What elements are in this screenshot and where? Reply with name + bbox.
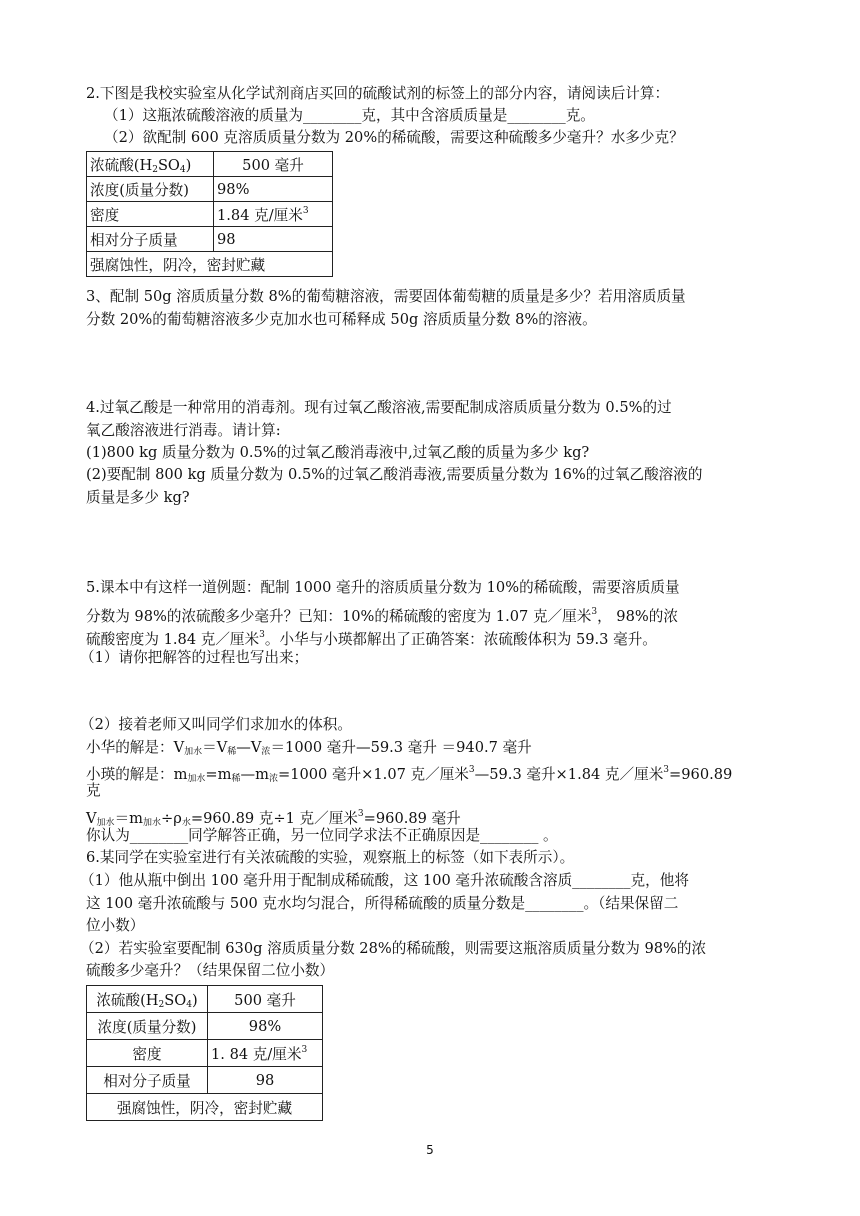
table-row [87, 152, 333, 177]
q3-line1: 3、配制 50g 溶质质量分数 8%的葡萄糖溶液，需要固体葡萄糖的质量是多少？若用溶质质量 [86, 288, 686, 305]
q4-line4: (2)要配制 800 kg 质量分数为 0.5%的过氧乙酸消毒液,需要质量分数为 16%的过氧乙酸溶液的 [86, 466, 703, 483]
q5-hua-solution: 小华的解是：$V_{加水}=V_稀—V_浓=1000$ 毫升—59.3 毫升 ＝940.7 毫升 [86, 739, 532, 757]
q6-part2-line2: 硫酸多少毫升？（结果保留二位小数） [86, 962, 335, 979]
q3-line2: 分数 20%的葡萄糖溶液多少克加水也可稀释成 50g 溶质质量分数 8%的溶液。 [86, 311, 597, 328]
table-row [87, 1040, 323, 1067]
table-cell: 1. 84 克/厘米$^3$ [208, 1040, 323, 1067]
table-cell: 98% [208, 1013, 323, 1040]
q5-volume-calc: $V_{加水}=m_{加水}\div\rho_水=960.89$ 克÷1 克／厘米$^3$=960.89 毫升 [86, 809, 461, 828]
table-cell: 1.84 克/厘米$^3$ [214, 202, 333, 227]
table-cell: 98 [208, 1067, 323, 1094]
table-cell: 相对分子质量 [87, 227, 214, 252]
q4-line1: 4.过氧乙酸是一种常用的消毒剂。现有过氧乙酸溶液,需要配制成溶质质量分数为 0.5%的过 [86, 399, 672, 416]
table-cell: 98% [214, 177, 333, 202]
table-cell: 500 毫升 [208, 986, 323, 1013]
table-row [87, 1013, 323, 1040]
q2-intro: 2.下图是我校实验室从化学试剂商店买回的硫酸试剂的标签上的部分内容，请阅读后计算： [86, 85, 670, 102]
page-number: 5 [426, 1143, 434, 1157]
q6-label-table [86, 985, 323, 1121]
table-cell: 强腐蚀性，阴冷，密封贮藏 [87, 1094, 323, 1121]
q5-part1: （1）请你把解答的过程也写出来； [80, 649, 309, 666]
q6-part2-line1: （2）若实验室要配制 630g 溶质质量分数 28%的稀硫酸，则需要这瓶溶质质量分数为 98%的浓 [80, 940, 707, 957]
q5-ying-solution: 小瑛的解是：$m_{加水}=m_稀—m_浓=1000$ 毫升×1.07 克／厘米$^3$—59.3 毫升×1.84 克／厘米$^3$=960.89 [86, 765, 733, 784]
q5-line2: 分数为 98%的浓硫酸多少毫升？已知：10%的稀硫酸的密度为 1.07 克／厘米$^3$， 98%的浓 [86, 607, 678, 625]
table-cell: 浓度(质量分数) [87, 177, 214, 202]
q5-line3: 硫酸密度为 1.84 克／厘米$^3$。小华与小瑛都解出了正确答案：浓硫酸体积为 59.3 毫升。 [86, 630, 657, 648]
table-cell: 密度 [87, 202, 214, 227]
q6-part1-line2: 这 100 毫升浓硫酸与 500 克水均匀混合，所得稀硫酸的质量分数是________。（结果保留二 [86, 895, 679, 912]
q4-line2: 氧乙酸溶液进行消毒。请计算: [86, 422, 281, 439]
q4-line3: (1)800 kg 质量分数为 0.5%的过氧乙酸消毒液中,过氧乙酸的质量为多少 kg? [86, 444, 590, 461]
table-row [87, 1067, 323, 1094]
table-cell: 相对分子质量 [87, 1067, 208, 1094]
table-cell: 强腐蚀性，阴冷，密封贮藏 [87, 252, 333, 277]
table-row [87, 202, 333, 227]
table-row [87, 986, 323, 1013]
table-cell: 密度 [87, 1040, 208, 1067]
q2-part1: （1）这瓶浓硫酸溶液的质量为________克，其中含溶质质量是________克。 [104, 107, 595, 124]
q2-label-table [86, 151, 333, 277]
table-cell: 浓硫酸$(H_2SO_4)$ [87, 986, 208, 1013]
q2-part2: （2）欲配制 600 克溶质质量分数为 20%的稀硫酸，需要这种硫酸多少毫升？水多少克？ [104, 129, 684, 146]
table-row [87, 227, 333, 252]
q6-part1-line3: 位小数） [86, 917, 145, 934]
table-cell: 浓硫酸$(H_2SO_4)$ [87, 152, 214, 177]
q6-intro: 6.某同学在实验室进行有关浓硫酸的实验，观察瓶上的标签（如下表所示）。 [86, 849, 575, 866]
q5-conclusion: 你认为________同学解答正确，另一位同学求法不正确原因是________ 。 [86, 827, 558, 844]
table-row [87, 252, 333, 277]
table-cell: 98 [214, 227, 333, 252]
q5-line1: 5.课本中有这样一道例题：配制 1000 毫升的溶质质量分数为 10%的稀硫酸，需要溶质质量 [86, 579, 680, 596]
q6-part1-line1: （1）他从瓶中倒出 100 毫升用于配制成稀硫酸，这 100 毫升浓硫酸含溶质________克，他将 [80, 872, 689, 889]
table-cell: 500 毫升 [214, 152, 333, 177]
table-cell: 浓度(质量分数) [87, 1013, 208, 1040]
q5-part2: （2）接着老师又叫同学们求加水的体积。 [80, 716, 352, 733]
table-row [87, 1094, 323, 1121]
q4-line5: 质量是多少 kg? [86, 489, 190, 506]
table-row [87, 177, 333, 202]
q5-ying-solution-cont: 克 [86, 782, 101, 799]
